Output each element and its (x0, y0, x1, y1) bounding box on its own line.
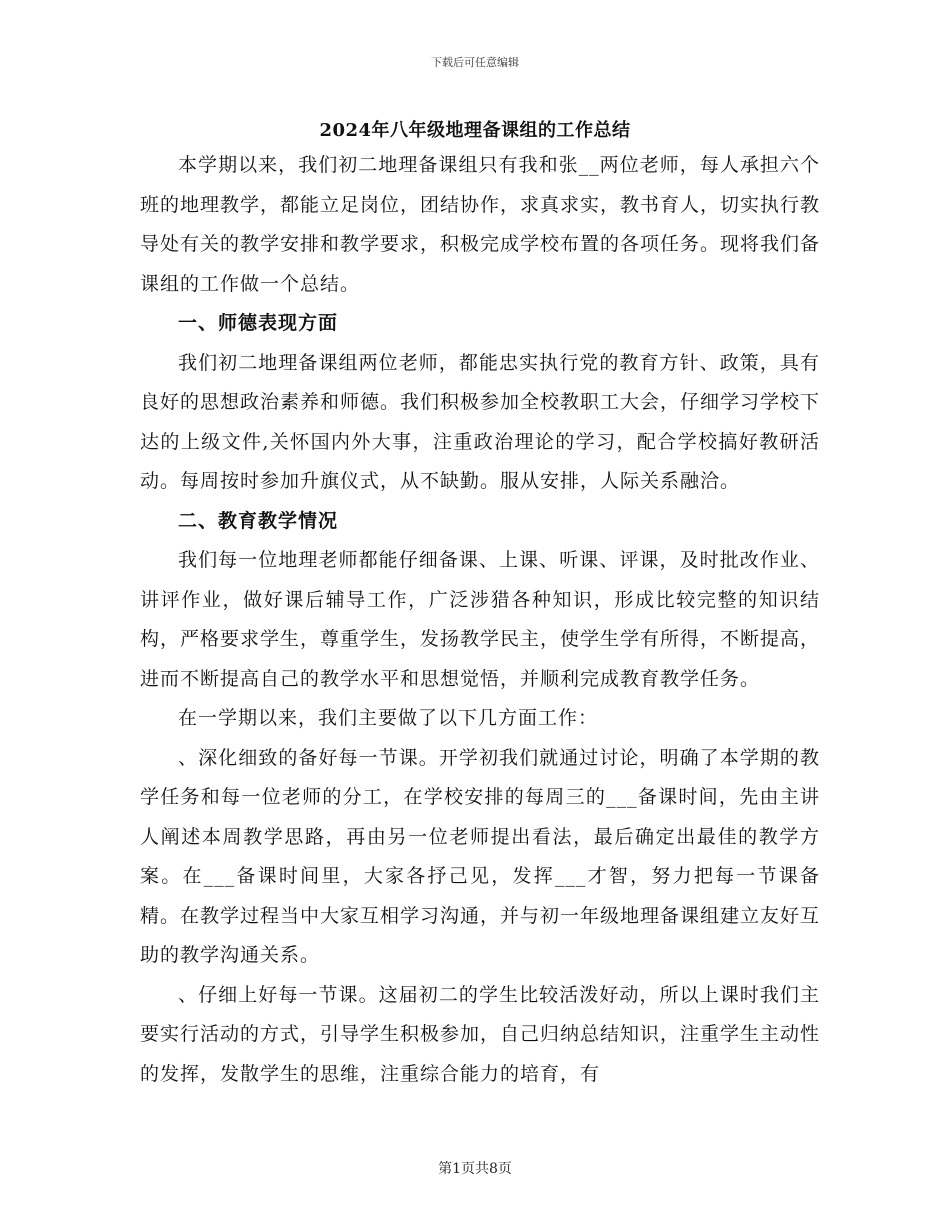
lesson-teaching-paragraph: 、仔细上好每一节课。这届初二的学生比较活泼好动，所以上课时我们主要实行活动的方式，引导学生积极参加，自己归纳总结知识，注重学生主动性的发挥，发散学生的思维，注重综合能力的培育，有 (140, 983, 821, 1085)
section-heading-teaching: 二、教育教学情况 (178, 509, 339, 532)
work-intro-paragraph: 在一学期以来，我们主要做了以下几方面工作： (178, 707, 599, 729)
intro-paragraph: 本学期以来，我们初二地理备课组只有我和张__两位老师，每人承担六个班的地理教学，都能立足岗位，团结协作，求真求实，教书育人，切实执行教导处有关的教学安排和教学要求，积极完成学校布置的各项任务。现将我们备课组的工作做一个总结。 (140, 154, 821, 295)
ethics-paragraph: 我们初二地理备课组两位老师，都能忠实执行党的教育方针、政策，具有良好的思想政治素养和师德。我们积极参加全校教职工大会，仔细学习学校下达的上级文件,关怀国内外大事，注重政治理论的学习，配合学校搞好教研活动。每周按时参加升旗仪式，从不缺勤。服从安排，人际关系融洽。 (140, 351, 821, 492)
page-number-footer: 第1页共8页 (438, 1161, 512, 1177)
lesson-prep-paragraph: 、深化细致的备好每一节课。开学初我们就通过讨论，明确了本学期的教学任务和每一位老师的分工，在学校安排的每周三的___备课时间，先由主讲人阐述本周教学思路，再由另一位老师提出看法，最后确定出最佳的教学方案。在___备课时间里，大家各抒己见，发挥___才智，努力把每一节课备精。在教学过程当中大家互相学习沟通，并与初一年级地理备课组建立友好互助的教学沟通关系。 (140, 746, 821, 966)
page-header-note: 下载后可任意编辑 (431, 56, 519, 69)
document-body (140, 146, 820, 1094)
section-heading-ethics: 一、师德表现方面 (178, 312, 339, 334)
document-title: 2024年八年级地理备课组的工作总结 (319, 120, 631, 141)
teaching-paragraph: 我们每一位地理老师都能仔细备课、上课、听课、评课，及时批改作业、讲评作业，做好课后辅导工作，广泛涉猎各种知识，形成比较完整的知识结构，严格要求学生，尊重学生，发扬教学民主，使学生学有所得，不断提高，进而不断提高自己的教学水平和思想觉悟，并顺利完成教育教学任务。 (140, 549, 821, 690)
